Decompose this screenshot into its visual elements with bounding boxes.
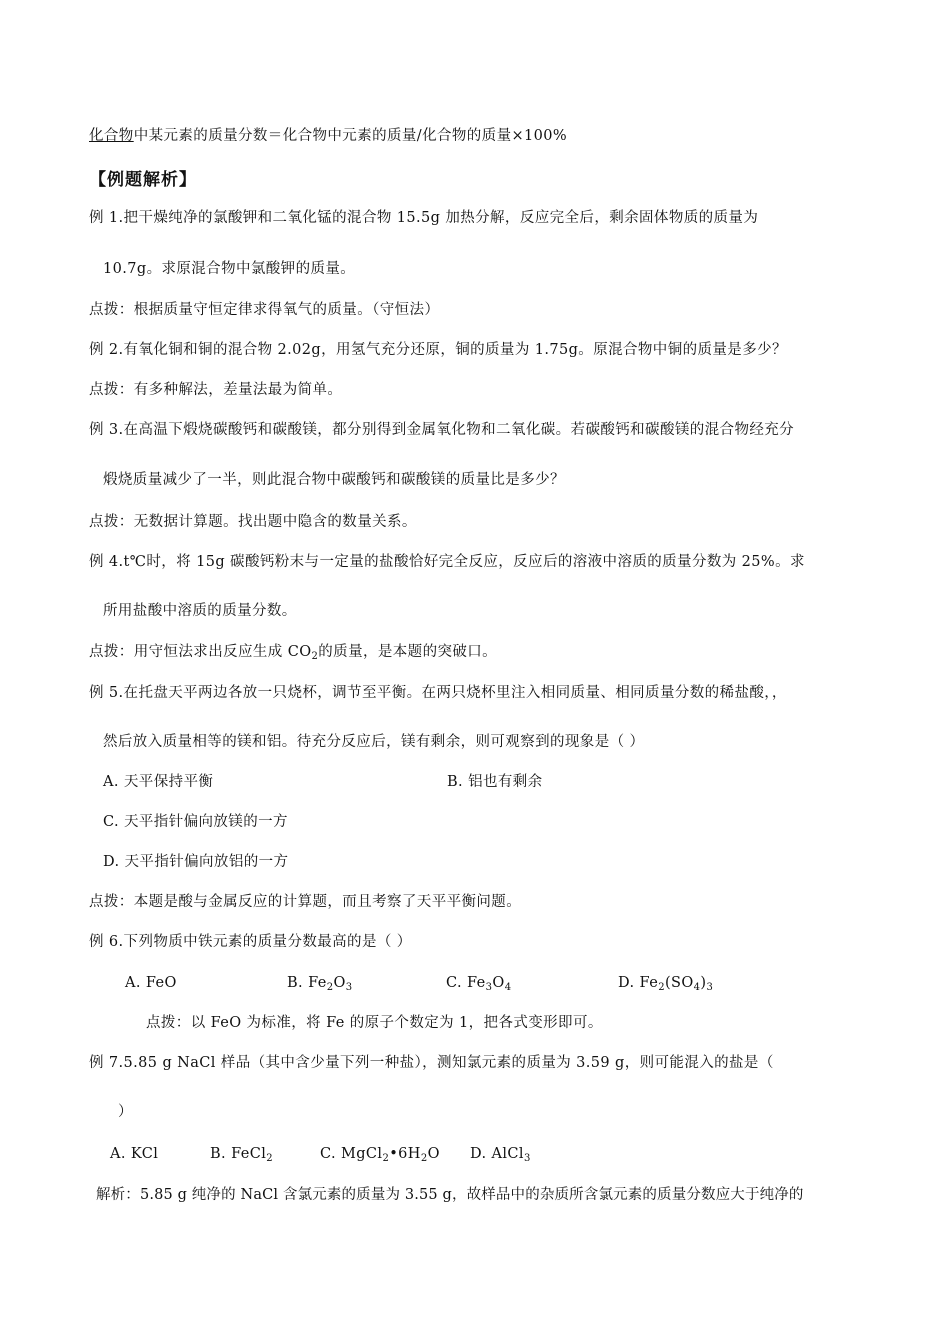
ex5-option-a: A. 天平保持平衡 [103,774,214,790]
ex2-line1: 例 2.有氧化铜和铜的混合物 2.02g，用氢气充分还原，铜的质量为 1.75g。原混合物中铜的质量是多少？ [89,342,787,358]
formula-line [89,126,567,146]
ex3-line1: 例 3.在高温下煅烧碳酸钙和碳酸镁，都分别得到金属氧化物和二氧化碳。若碳酸钙和碳酸镁的混合物经充分 [89,422,795,438]
ex7-option-d: D. AlCl$_3$ [470,1146,531,1164]
ex2-hint: 点拨：有多种解法，差量法最为简单。 [89,382,343,398]
ex6-option-c: C. $Fe_3O_4$ [446,975,512,993]
ex4-hint: 点拨：用守恒法求出反应生成 $CO_2$的质量，是本题的突破口。 [89,644,498,662]
ex1-hint: 点拨：根据质量守恒定律求得氧气的质量。（守恒法） [89,302,440,318]
ex5-line1: 例 5.在托盘天平两边各放一只烧杯，调节至平衡。在两只烧杯里注入相同质量、相同质量分数的稀盐酸，， [89,685,787,701]
ex7-analysis: 解析：5.85 g 纯净的 NaCl 含氯元素的质量为 3.55 g，故样品中的杂质所含氯元素的质量分数应大于纯净的 [96,1187,804,1203]
ex5-option-c: C. 天平指针偏向放镁的一方 [103,814,288,830]
ex7-option-b: B. FeCl$_2$ [210,1146,274,1164]
ex1-line1: 例 1.把干燥纯净的氯酸钾和二氧化锰的混合物 15.5g 加热分解，反应完全后，剩余固体物质的质量为 [89,210,759,226]
ex5-option-d: D. 天平指针偏向放铝的一方 [103,854,289,870]
formula-rest: 中某元素的质量分数＝化合物中元素的质量/化合物的质量×100% [133,128,568,144]
ex6-hint: 点拨：以 FeO 为标准，将 Fe 的原子个数定为 1，把各式变形即可。 [146,1015,603,1031]
ex5-hint: 点拨：本题是酸与金属反应的计算题，而且考察了天平平衡问题。 [89,894,522,910]
ex7-line2: ） [118,1104,133,1120]
ex3-hint: 点拨：无数据计算题。找出题中隐含的数量关系。 [89,514,417,530]
ex7-line1: 例 7.5.85 g NaCl 样品（其中含少量下列一种盐），测知氯元素的质量为 3.59 g，则可能混入的盐是（ [89,1055,774,1071]
ex7-option-a: A. KCl [110,1146,159,1162]
ex6-line1: 例 6.下列物质中铁元素的质量分数最高的是（ ） [89,934,412,950]
ex1-line2: 10.7g。求原混合物中氯酸钾的质量。 [103,261,356,277]
ex5-option-b: B. 铝也有剩余 [447,774,543,790]
formula-underlined-term: 化合物 [89,128,134,144]
ex4-line1: 例 4.t℃时，将 15g 碳酸钙粉末与一定量的盐酸恰好完全反应，反应后的溶液中溶质的质量分数为 25%。求 [89,554,805,570]
ex5-line2: 然后放入质量相等的镁和铝。待充分反应后，镁有剩余，则可观察到的现象是（ ） [103,734,645,750]
ex7-option-c: C. $MgCl_2•6H_2O$ [320,1146,440,1164]
ex6-option-d: D. $Fe_2(SO_4)_3$ [618,975,714,993]
ex6-option-b: B. $Fe_2O_3$ [287,975,353,993]
section-heading: 【例题解析】 [89,170,197,190]
ex3-line2: 煅烧质量减少了一半，则此混合物中碳酸钙和碳酸镁的质量比是多少？ [103,472,565,488]
ex6-option-a: A. FeO [125,975,177,991]
ex4-line2: 所用盐酸中溶质的质量分数。 [103,603,297,619]
